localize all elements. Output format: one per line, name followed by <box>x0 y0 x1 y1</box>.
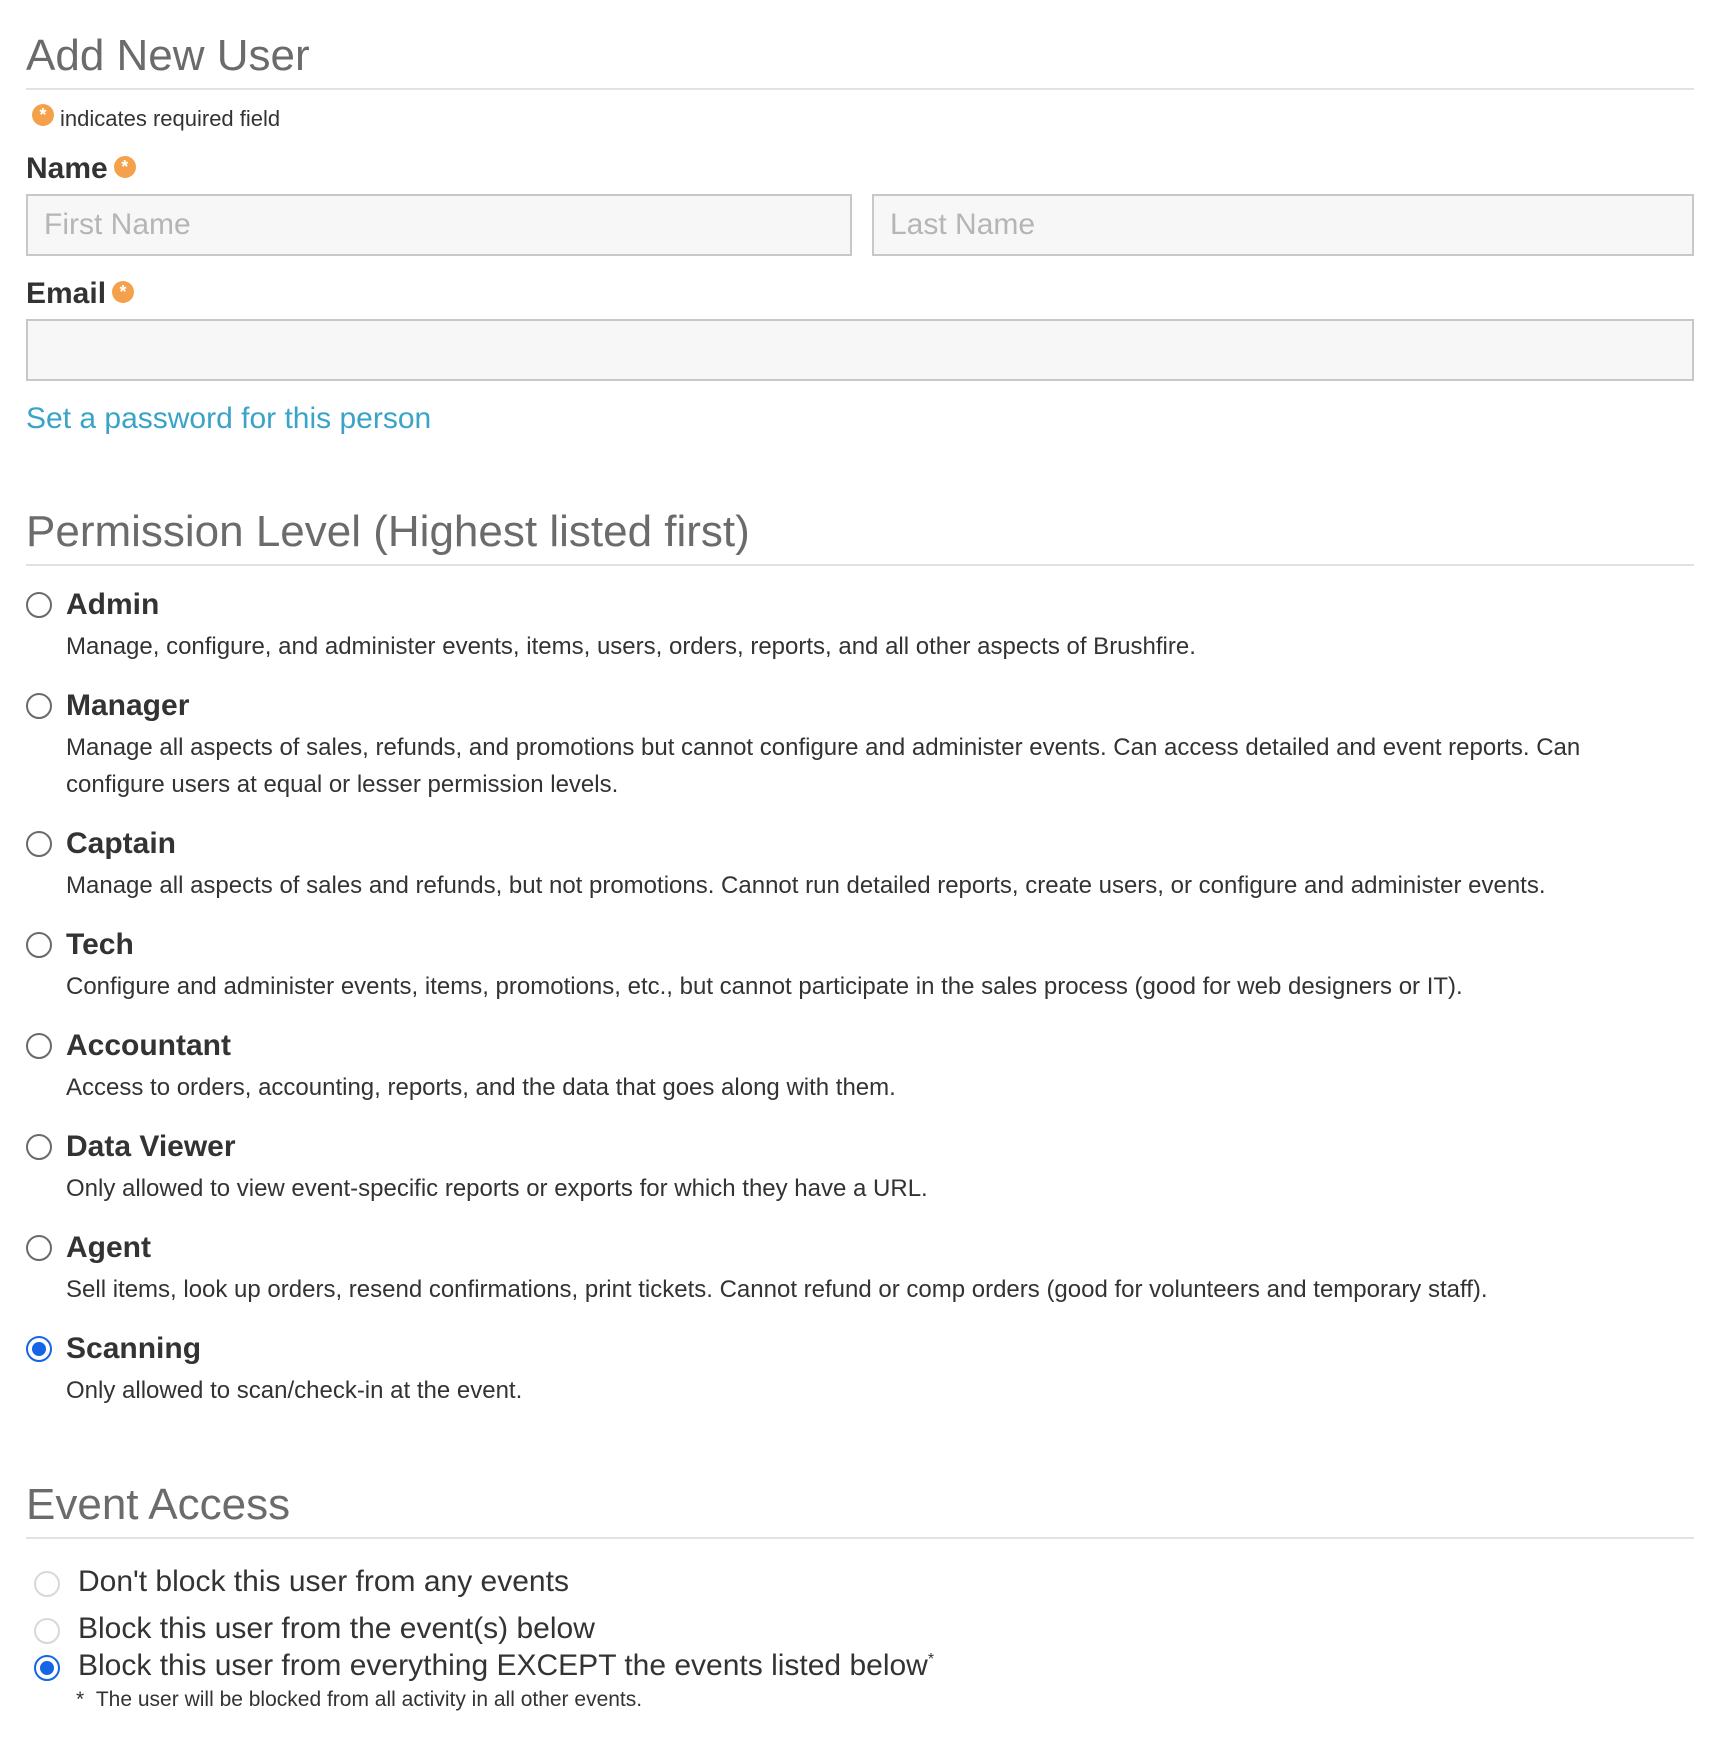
permission-description: Only allowed to scan/check-in at the event. <box>66 1377 523 1404</box>
set-password-link[interactable]: Set a password for this person <box>26 402 432 435</box>
required-note-text: indicates required field <box>60 106 281 131</box>
radio-block-below[interactable] <box>34 1618 60 1644</box>
asterisk-circle-icon: * <box>114 156 136 178</box>
permission-name: Scanning <box>66 1332 202 1365</box>
email-label-text: Email <box>26 277 107 310</box>
event-access-section-title: Event Access <box>26 1483 1694 1539</box>
access-option-label <box>78 1649 934 1683</box>
permission-description: Only allowed to view event-specific reports or exports for which they have a URL. <box>66 1175 928 1202</box>
radio-scanning[interactable] <box>26 1336 52 1362</box>
permission-description: Configure and administer events, items, promotions, etc., but cannot participate in the sales process (good for web designers or IT). <box>66 973 1463 1000</box>
radio-data-viewer[interactable] <box>26 1134 52 1160</box>
radio-captain[interactable] <box>26 831 52 857</box>
permission-name: Manager <box>66 689 190 722</box>
first-name-input[interactable] <box>26 194 852 256</box>
radio-agent[interactable] <box>26 1235 52 1261</box>
access-option-label-text: Block this user from everything EXCEPT the events listed below <box>78 1649 928 1682</box>
permission-section-title: Permission Level (Highest listed first) <box>26 510 1694 566</box>
footnote-text: The user will be blocked from all activity in all other events. <box>95 1688 643 1711</box>
name-label-text: Name <box>26 152 108 185</box>
permission-name: Admin <box>66 588 160 621</box>
email-label <box>26 277 134 311</box>
permission-name: Captain <box>66 827 177 860</box>
name-label <box>26 152 136 186</box>
footnote-marker: * <box>76 1688 85 1711</box>
permission-name: Accountant <box>66 1029 231 1062</box>
permission-name: Tech <box>66 928 134 961</box>
asterisk-circle-icon: * <box>32 104 54 126</box>
radio-accountant[interactable] <box>26 1033 52 1059</box>
last-name-input[interactable] <box>872 194 1694 256</box>
permission-description: Manage all aspects of sales, refunds, and promotions but cannot configure and administer events. Can access detailed and event reports. Can configure users at equal or lesser permission levels. <box>66 734 1581 798</box>
radio-tech[interactable] <box>26 932 52 958</box>
radio-manager[interactable] <box>26 693 52 719</box>
event-access-footnote <box>76 1688 642 1712</box>
radio-dont-block[interactable] <box>34 1571 60 1597</box>
permission-description: Manage, configure, and administer events, items, users, orders, reports, and all other aspects of Brushfire. <box>66 633 1196 660</box>
permission-name: Data Viewer <box>66 1130 236 1163</box>
permission-name: Agent <box>66 1231 151 1264</box>
permission-description: Access to orders, accounting, reports, and the data that goes along with them. <box>66 1074 896 1101</box>
required-field-note <box>32 106 280 132</box>
permission-description: Manage all aspects of sales and refunds, but not promotions. Cannot run detailed reports, create users, or configure and administer events. <box>66 872 1546 899</box>
access-option-label: Block this user from the event(s) below <box>78 1612 595 1645</box>
permission-description: Sell items, look up orders, resend confirmations, print tickets. Cannot refund or comp orders (good for volunteers and temporary staff). <box>66 1276 1488 1303</box>
email-input[interactable] <box>26 319 1694 381</box>
page-title: Add New User <box>26 34 1694 90</box>
access-option-label: Don't block this user from any events <box>78 1565 569 1598</box>
footnote-marker: * <box>927 1651 935 1668</box>
radio-block-except[interactable] <box>34 1655 60 1681</box>
radio-admin[interactable] <box>26 592 52 618</box>
asterisk-circle-icon: * <box>112 281 134 303</box>
